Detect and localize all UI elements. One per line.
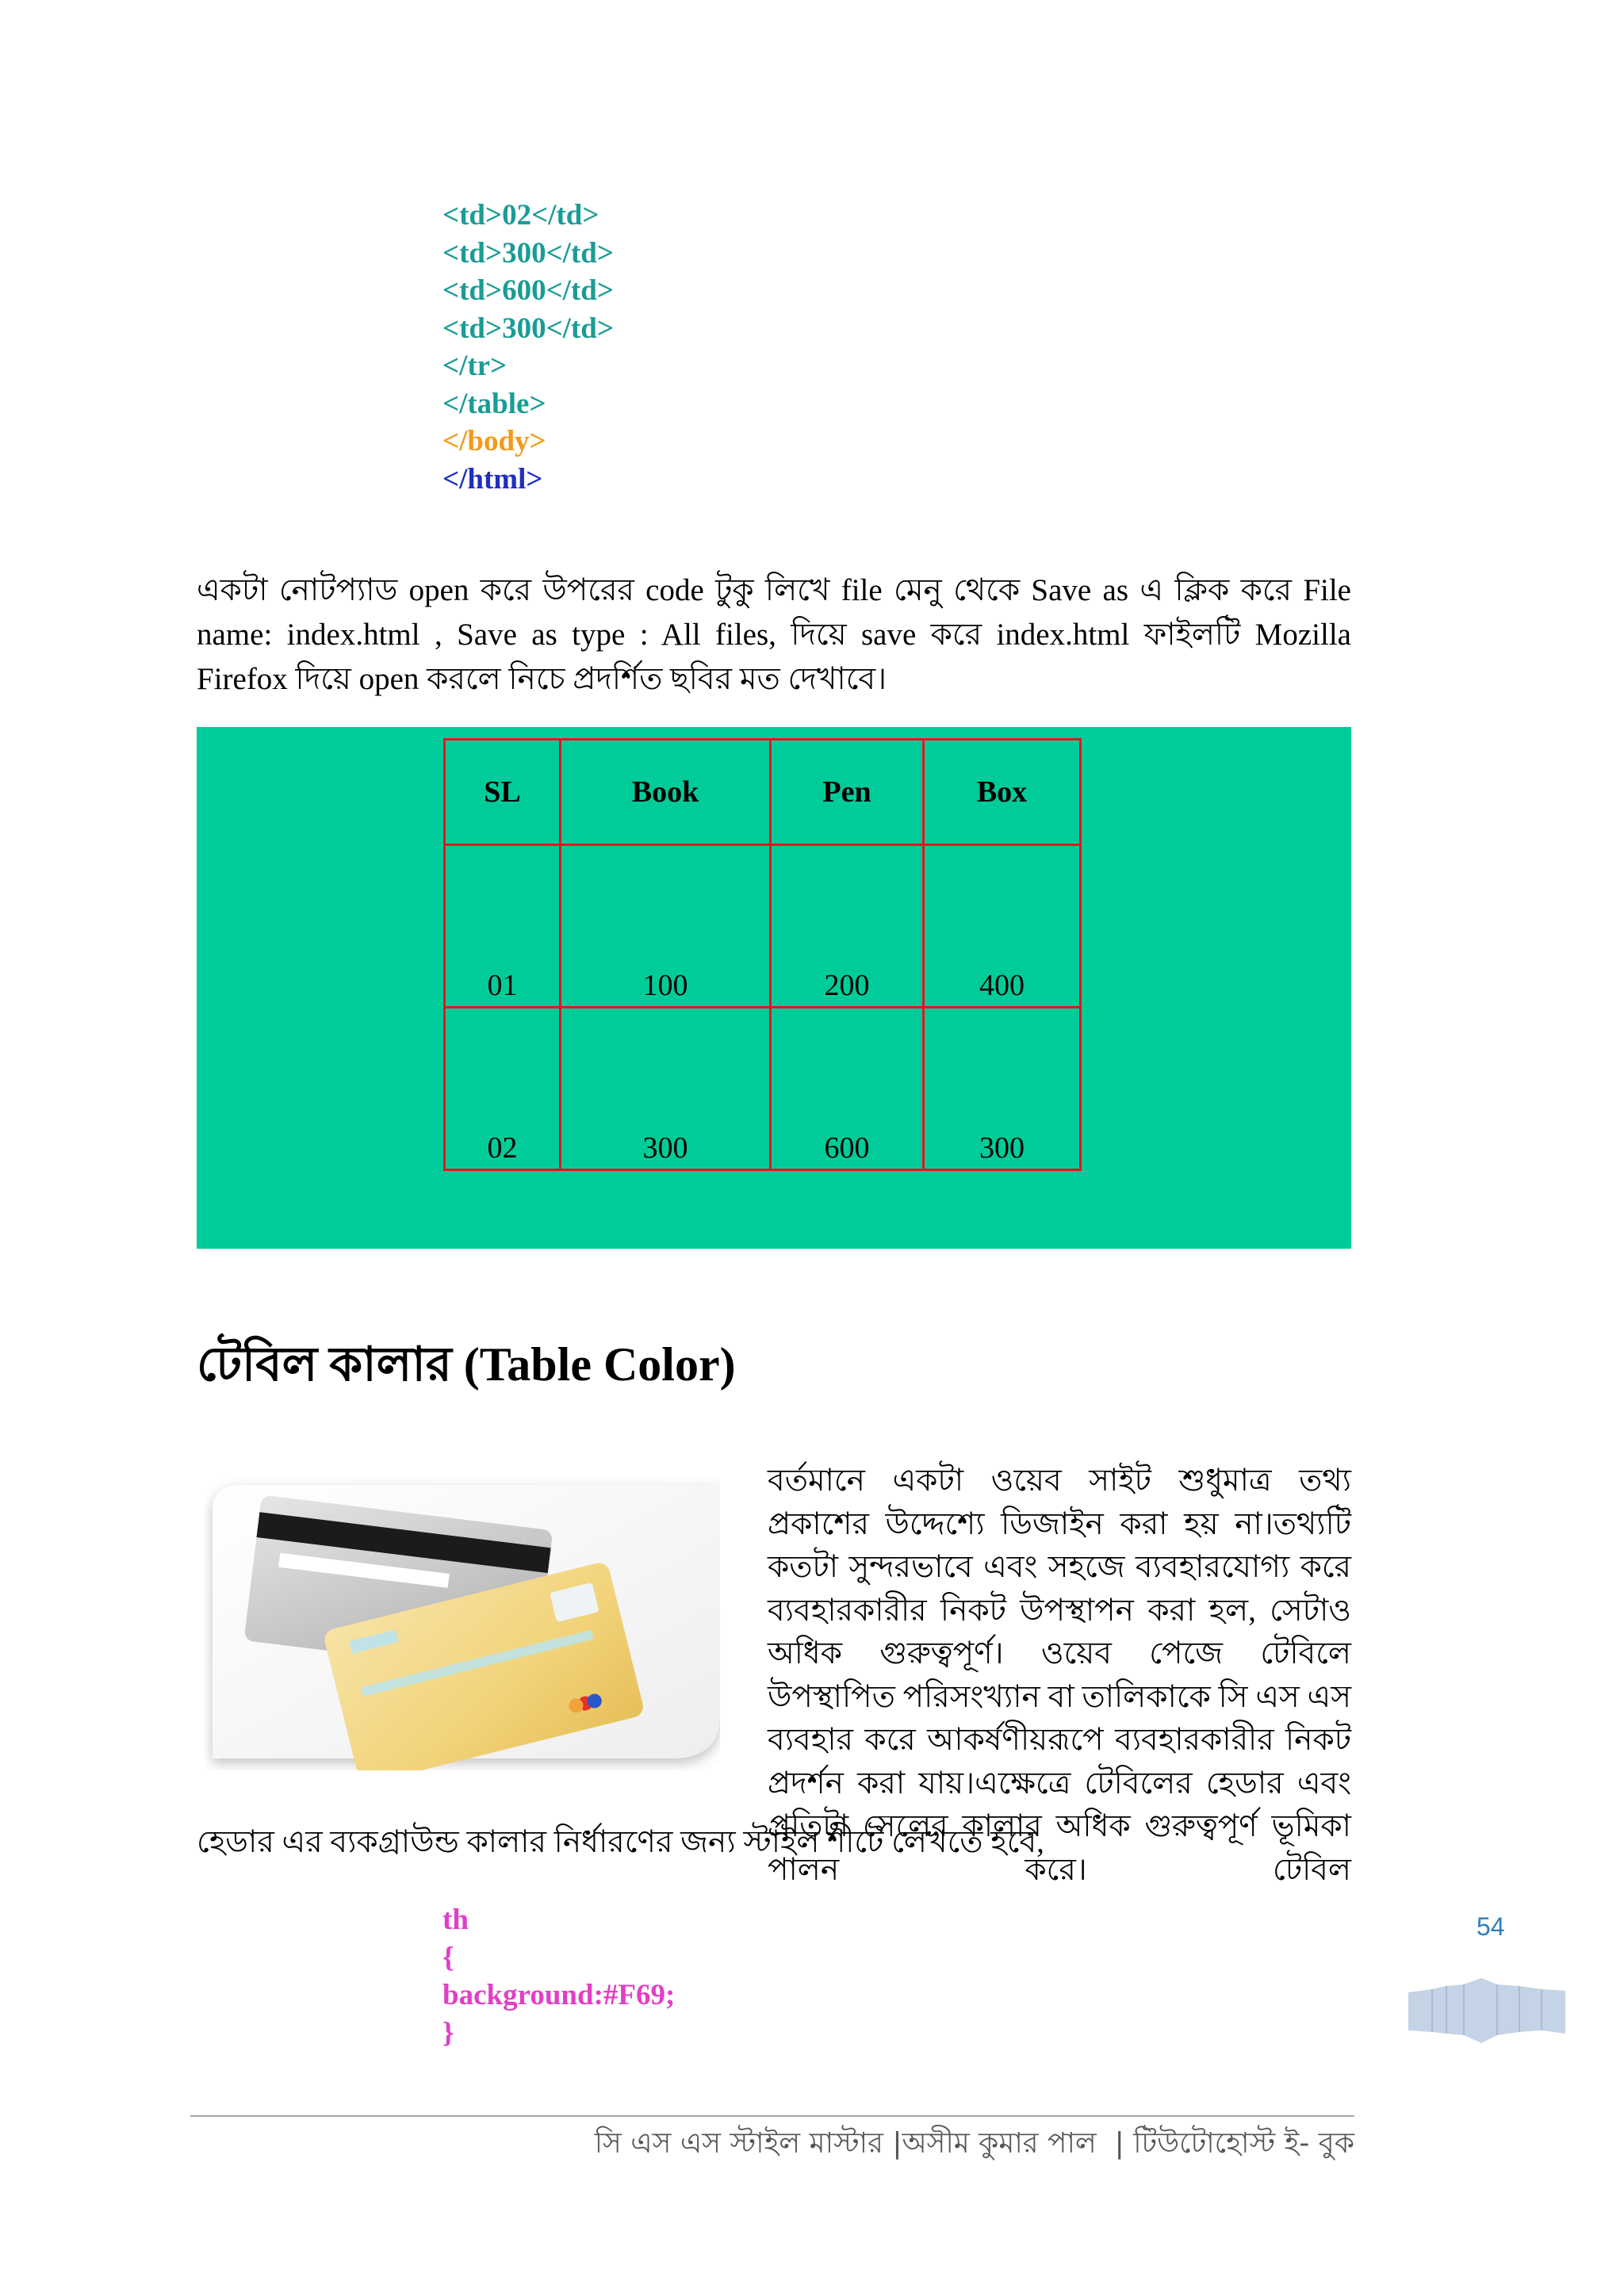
instruction-paragraph: একটা নোটপ্যাড open করে উপরের code টুকু লিখে file মেনু থেকে Save as এ ক্লিক করে File name: index.html , Save as type : All files, দিয়ে save করে index.html ফাইলটি Mozilla Firefox দিয়ে open করলে নিচে প্রদর্শিত ছবির মত দেখাবে। [197,573,1351,696]
table-output-preview [197,727,1351,1249]
footer-caption: সি এস এস স্টাইল মাস্টার |অসীম কুমার পাল | টিউটোহোস্ট ই- বুক [594,2127,1354,2160]
table-color-paragraph: বর্তমানে একটা ওয়েব সাইট শুধুমাত্র তথ্য প্রকাশের উদ্দেশ্যে ডিজাইন করা হয় না।তথ্যটি কতটা সুন্দরভাবে এবং সহজে ব্যবহারযোগ্য করে ব্যবহারকারীর নিকট উপস্থাপন করা হল, সেটাও অধিক গুরুত্বপূর্ণ। ওয়েব পেজে টেবিলে উপস্থাপিত পরিসংখ্যান বা তালিকাকে সি এস এস ব্যবহার করে আকর্ষণীয়রূপে ব্যবহারকারীর নিকট প্রদর্শন করা যায়।এক্ষেত্রে টেবিলের হেডার এবং প্রতিটা সেলের কালার অধিক গুরুত্বপূর্ণ ভূমিকা পালন করে। টেবিল [768,1464,1351,1887]
page-ribbon-decoration [1408,1978,1565,2043]
header-cell-book: Book [561,740,771,845]
code-snippet-th-style [442,1901,675,2052]
table-cell: 200 [771,845,924,1008]
table-header-row [445,740,1081,845]
table-row [445,1008,1081,1170]
code-line: } [442,2016,454,2049]
code-line: <td>02</td> [442,199,599,232]
section-heading: টেবিল কালার (Table Color) [197,1338,736,1391]
header-cell-box: Box [924,740,1081,845]
header-cell-sl: SL [445,740,561,845]
footer-divider [190,2115,1354,2117]
demo-table [443,738,1082,1171]
page-number: 54 [1477,1912,1505,1941]
table-cell: 300 [924,1008,1081,1170]
header-cell-pen: Pen [771,740,924,845]
code-line: </table> [442,387,546,420]
code-line: <td>600</td> [442,274,614,307]
code-line: <td>300</td> [442,312,614,345]
table-cell: 600 [771,1008,924,1170]
table-cell: 01 [445,845,561,1008]
table-cell: 400 [924,845,1081,1008]
credit-card-illustration [205,1477,720,1770]
code-snippet-html-end [442,197,614,498]
code-line: th [442,1904,469,1936]
table-cell: 02 [445,1008,561,1170]
table-color-paragraph-end: হেডার এর ব্যকগ্রাউন্ড কালার নির্ধারণের জন্য স্টাইল শীটে লেখতে হবে, [197,1825,1044,1859]
code-line: </html> [442,462,543,496]
code-line: </body> [442,425,546,457]
code-line: { [442,1941,454,1974]
code-line: <td>300</td> [442,236,614,270]
table-cell: 300 [561,1008,771,1170]
code-line: background:#F69; [442,1979,676,2011]
table-row [445,845,1081,1008]
code-line: </tr> [442,350,508,382]
table-cell: 100 [561,845,771,1008]
